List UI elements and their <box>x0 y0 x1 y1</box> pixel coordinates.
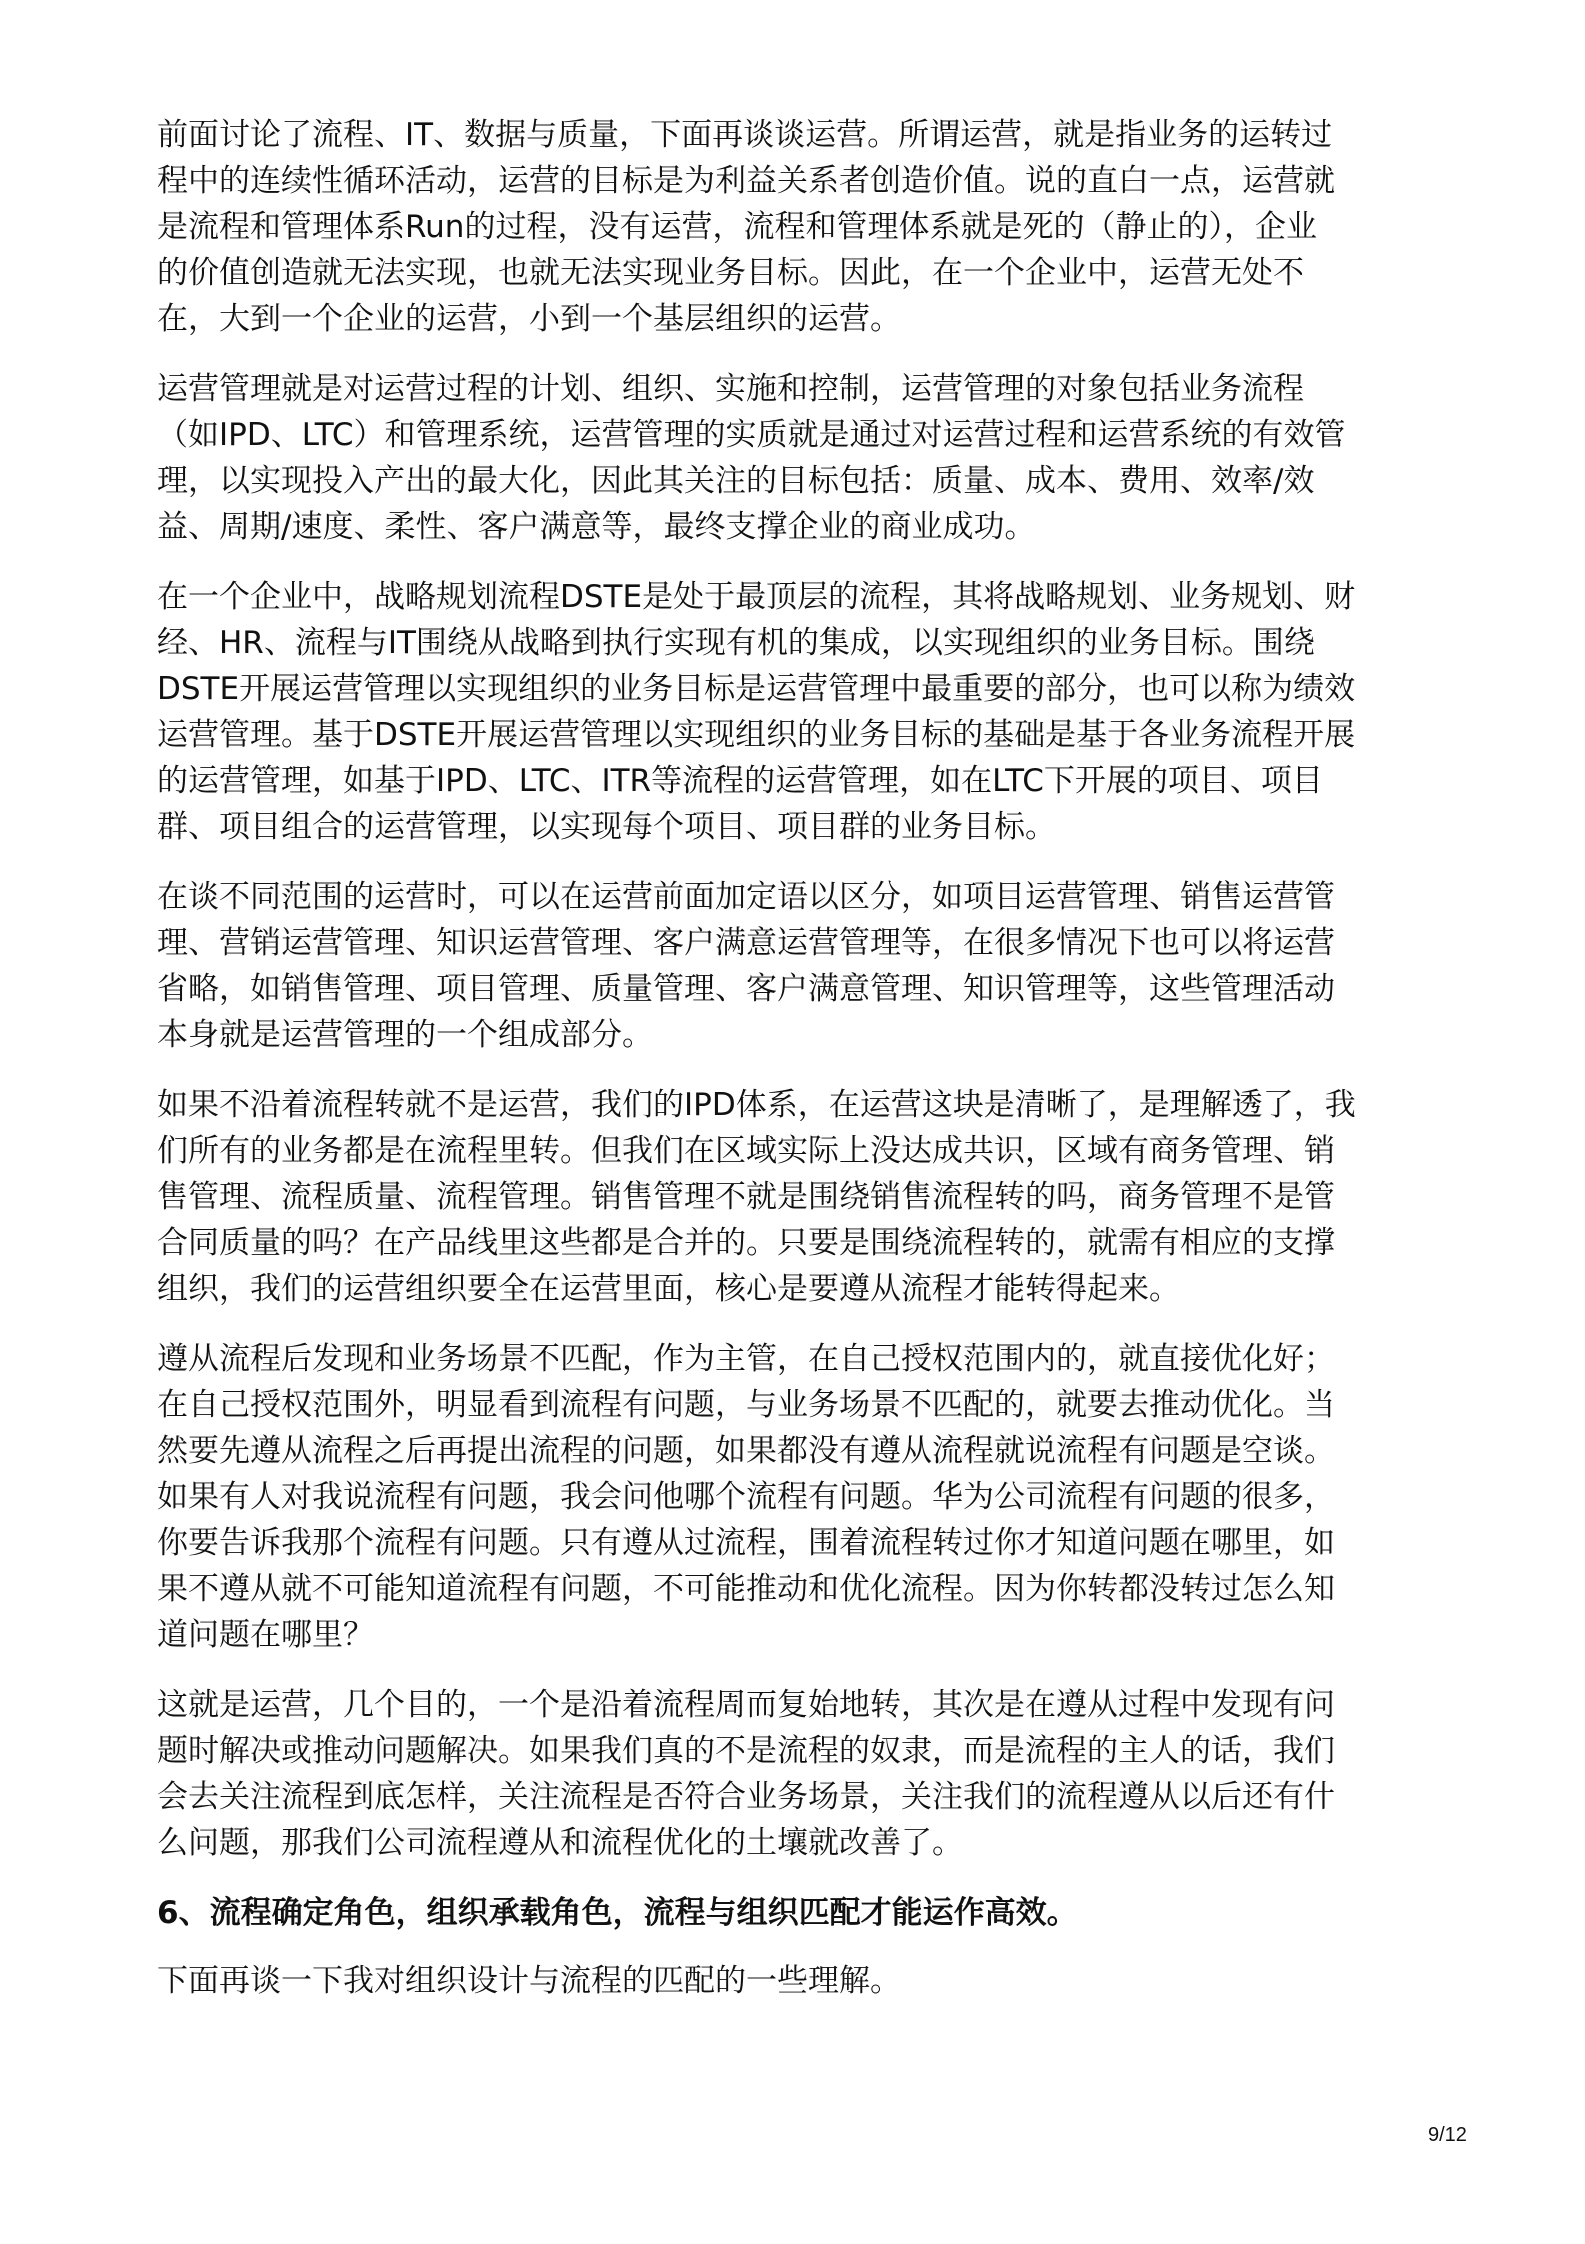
text-line: 遵从流程后发现和业务场景不匹配，作为主管，在自己授权范围内的，就直接优化好； <box>157 1341 1335 1377</box>
text-line: 经、HR、流程与IT围绕从战略到执行实现有机的集成，以实现组织的业务目标。围绕 <box>157 625 1315 661</box>
paragraph-process-compliance <box>157 1336 1447 1658</box>
text-line: 合同质量的吗？在产品线里这些都是合并的。只要是围绕流程转的，就需有相应的支撑 <box>157 1225 1335 1261</box>
text-line: 组织，我们的运营组织要全在运营里面，核心是要遵从流程才能转得起来。 <box>157 1271 1180 1307</box>
text-line: 理、营销运营管理、知识运营管理、客户满意运营管理等，在很多情况下也可以将运营 <box>157 925 1335 961</box>
text-line: 程中的连续性循环活动，运营的目标是为利益关系者创造价值。说的直白一点，运营就 <box>157 163 1335 199</box>
text-line: 如果有人对我说流程有问题，我会问他哪个流程有问题。华为公司流程有问题的很多， <box>157 1479 1335 1515</box>
text-line: 在一个企业中，战略规划流程DSTE是处于最顶层的流程，其将战略规划、业务规划、财 <box>157 579 1356 615</box>
text-line: 然要先遵从流程之后再提出流程的问题，如果都没有遵从流程就说流程有问题是空谈。 <box>157 1433 1335 1469</box>
text-line: 是流程和管理体系Run的过程，没有运营，流程和管理体系就是死的（静止的），企业 <box>157 209 1317 245</box>
text-line: 果不遵从就不可能知道流程有问题，不可能推动和优化流程。因为你转都没转过怎么知 <box>157 1571 1335 1607</box>
paragraph-operations-management <box>157 366 1447 550</box>
text-line: 省略，如销售管理、项目管理、质量管理、客户满意管理、知识管理等，这些管理活动 <box>157 971 1335 1007</box>
text-line: （如IPD、LTC）和管理系统，运营管理的实质就是通过对运营过程和运营系统的有效管 <box>157 417 1346 453</box>
text-line: 题时解决或推动问题解决。如果我们真的不是流程的奴隶，而是流程的主人的话，我们 <box>157 1733 1335 1769</box>
paragraph-operations-purpose <box>157 1682 1447 1866</box>
text-line: 么问题，那我们公司流程遵从和流程优化的土壤就改善了。 <box>157 1825 963 1861</box>
text-line: 道问题在哪里？ <box>157 1617 374 1653</box>
text-line: 的价值创造就无法实现，也就无法实现业务目标。因此，在一个企业中，运营无处不 <box>157 255 1304 291</box>
paragraph-operations-definition <box>157 112 1447 342</box>
text-line: 运营管理。基于DSTE开展运营管理以实现组织的业务目标的基础是基于各业务流程开展 <box>157 717 1356 753</box>
text-line: 前面讨论了流程、IT、数据与质量，下面再谈谈运营。所谓运营，就是指业务的运转过 <box>157 117 1333 153</box>
text-line: 群、项目组合的运营管理，以实现每个项目、项目群的业务目标。 <box>157 809 1056 845</box>
text-line: 会去关注流程到底怎样，关注流程是否符合业务场景，关注我们的流程遵从以后还有什 <box>157 1779 1335 1815</box>
text-line: 在谈不同范围的运营时，可以在运营前面加定语以区分，如项目运营管理、销售运营管 <box>157 879 1335 915</box>
text-line: 益、周期/速度、柔性、客户满意等，最终支撑企业的商业成功。 <box>157 509 1036 545</box>
text-line: 你要告诉我那个流程有问题。只有遵从过流程，围着流程转过你才知道问题在哪里，如 <box>157 1525 1335 1561</box>
text-line: 售管理、流程质量、流程管理。销售管理不就是围绕销售流程转的吗，商务管理不是管 <box>157 1179 1335 1215</box>
text-line: 如果不沿着流程转就不是运营，我们的IPD体系，在运营这块是清晰了，是理解透了，我 <box>157 1087 1356 1123</box>
paragraph-operations-scope <box>157 874 1447 1058</box>
text-line: 的运营管理，如基于IPD、LTC、ITR等流程的运营管理，如在LTC下开展的项目、项目 <box>157 763 1323 799</box>
section-heading-text: 6、流程确定角色，组织承载角色，流程与组织匹配才能运作高效。 <box>157 1895 1078 1931</box>
text-line: 下面再谈一下我对组织设计与流程的匹配的一些理解。 <box>157 1963 901 1999</box>
text-line: 运营管理就是对运营过程的计划、组织、实施和控制，运营管理的对象包括业务流程 <box>157 371 1304 407</box>
text-line: 在，大到一个企业的运营，小到一个基层组织的运营。 <box>157 301 901 337</box>
paragraph-dste <box>157 574 1447 850</box>
text-line: DSTE开展运营管理以实现组织的业务目标是运营管理中最重要的部分，也可以称为绩效 <box>157 671 1356 707</box>
text-line: 这就是运营，几个目的，一个是沿着流程周而复始地转，其次是在遵从过程中发现有问 <box>157 1687 1335 1723</box>
text-line: 理，以实现投入产出的最大化，因此其关注的目标包括：质量、成本、费用、效率/效 <box>157 463 1315 499</box>
paragraph-follow-process <box>157 1082 1447 1312</box>
text-line: 本身就是运营管理的一个组成部分。 <box>157 1017 653 1053</box>
text-line: 们所有的业务都是在流程里转。但我们在区域实际上没达成共识，区域有商务管理、销 <box>157 1133 1335 1169</box>
section-heading <box>157 1890 1447 1936</box>
text-line: 在自己授权范围外，明显看到流程有问题，与业务场景不匹配的，就要去推动优化。当 <box>157 1387 1335 1423</box>
page-number: 9/12 <box>1428 2124 1467 2146</box>
paragraph-closing <box>157 1958 1447 2004</box>
document-page <box>157 112 1447 2028</box>
